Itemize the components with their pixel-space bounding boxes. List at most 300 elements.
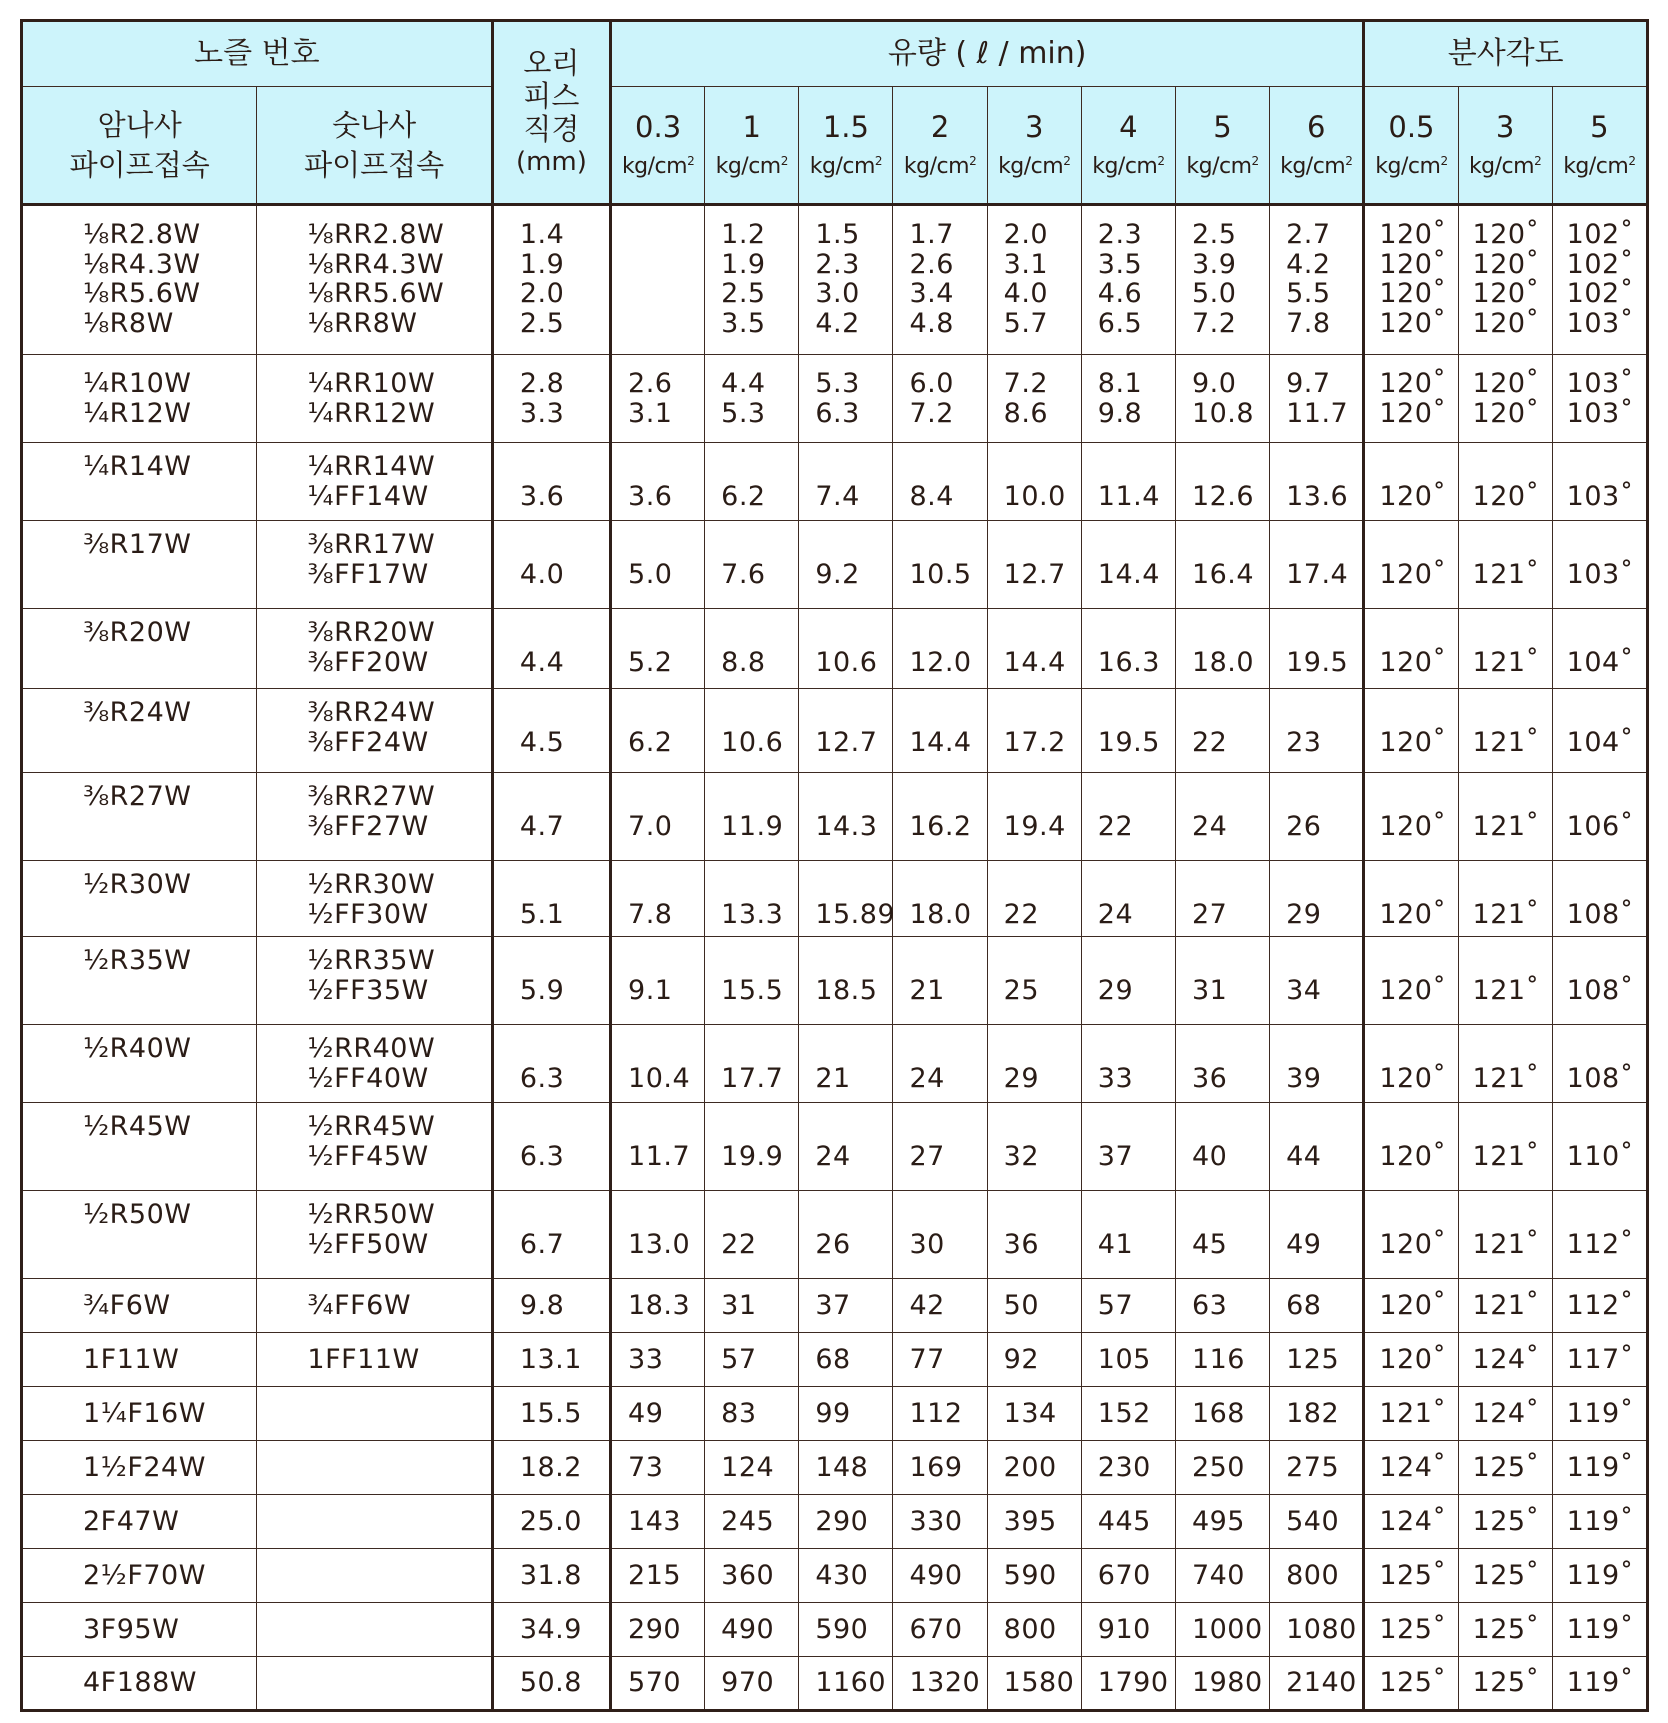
flow-cell	[893, 773, 987, 861]
cell-value: 26	[1286, 810, 1322, 842]
cell-value: 134	[1003, 1397, 1057, 1429]
orifice-cell	[492, 937, 610, 1025]
cell-value: 34	[1286, 974, 1322, 1006]
flow-cell	[1081, 1025, 1175, 1103]
pressure-value: 3	[1495, 110, 1515, 145]
flow-cell	[987, 861, 1081, 937]
cell-value: 27	[909, 1140, 945, 1172]
table-row	[22, 355, 1648, 443]
angle-cell	[1458, 609, 1552, 689]
female-thread-cell	[22, 521, 257, 609]
cell-value: 18.0	[1191, 646, 1255, 678]
cell-value: 12.7	[1003, 558, 1066, 590]
cell-value: 124˚	[1472, 1397, 1540, 1429]
flow-cell	[705, 1603, 799, 1657]
cell-value: 18.2	[519, 1451, 582, 1483]
orifice-cell	[492, 861, 610, 937]
cell-value: 49	[628, 1397, 664, 1429]
flow-cell	[987, 1025, 1081, 1103]
cell-value: 57	[1097, 1289, 1134, 1321]
cell-value: ⅛RR4.3W	[307, 248, 445, 280]
angle-cell	[1552, 1441, 1647, 1495]
cell-value: 3.6	[628, 480, 673, 512]
cell-value: 103˚	[1566, 480, 1634, 512]
angle-cell	[1364, 1441, 1458, 1495]
flow-cell	[799, 1191, 893, 1279]
cell-value: 490	[909, 1559, 963, 1591]
cell-value: 121˚	[1472, 1228, 1540, 1260]
cell-value: 44	[1286, 1140, 1322, 1172]
spray-angle-header: 분사각도	[1364, 21, 1648, 87]
cell-value: 15.5	[519, 1397, 582, 1429]
cell-value: 11.9	[721, 810, 784, 842]
angle-cell	[1364, 1549, 1458, 1603]
angle-cell	[1458, 689, 1552, 773]
cell-value: 17.2	[1003, 726, 1066, 758]
flow-cell	[1081, 355, 1175, 443]
angle-pressure-header	[1364, 87, 1458, 205]
orifice-cell	[492, 443, 610, 521]
cell-value: 1080	[1286, 1613, 1357, 1645]
cell-value: 120˚	[1472, 278, 1540, 309]
angle-cell	[1458, 1441, 1552, 1495]
cell-value: 5.0	[628, 558, 673, 590]
flow-cell	[799, 205, 893, 355]
male-thread-cell	[257, 1103, 492, 1191]
pressure-unit: $kg/cm^2$	[809, 154, 883, 180]
cell-value: 112	[909, 1397, 963, 1429]
female-thread-header: 암나사 파이프접속	[22, 87, 257, 205]
female-thread-cell	[22, 1103, 257, 1191]
pressure-value: 2	[930, 110, 950, 145]
angle-pressure-header	[1552, 87, 1647, 205]
cell-value: 16.4	[1191, 558, 1255, 590]
cell-value: 125˚	[1379, 1667, 1447, 1699]
cell-value	[307, 1399, 490, 1429]
male-thread-cell	[257, 609, 492, 689]
cell-value: 120˚	[1379, 898, 1447, 930]
flow-cell	[705, 1333, 799, 1387]
cell-value: 119˚	[1566, 1613, 1634, 1645]
flow-cell	[705, 1549, 799, 1603]
flow-cell	[987, 1387, 1081, 1441]
cell-value: 590	[815, 1613, 869, 1645]
cell-value: 120˚	[1379, 307, 1447, 339]
flow-cell	[987, 1657, 1081, 1711]
cell-value: 22	[721, 1228, 757, 1260]
cell-value: 42	[909, 1289, 945, 1321]
cell-value: 22	[1097, 810, 1134, 842]
cell-value: ⅜R24W	[83, 697, 192, 728]
cell-value: 108˚	[1566, 974, 1634, 1006]
female-thread-cell	[22, 443, 257, 521]
angle-cell	[1552, 1657, 1647, 1711]
angle-cell	[1458, 773, 1552, 861]
angle-cell	[1552, 1279, 1647, 1333]
cell-value: ⅜FF27W	[307, 810, 429, 842]
pressure-value: 4	[1119, 110, 1138, 145]
cell-value: ½RR50W	[307, 1199, 436, 1230]
cell-value: ⅜R27W	[83, 781, 192, 812]
male-thread-cell	[257, 937, 492, 1025]
cell-value: ¾FF6W	[307, 1289, 412, 1321]
male-thread-cell	[257, 689, 492, 773]
cell-value: 31	[1191, 974, 1228, 1006]
cell-value: 7.4	[815, 480, 860, 512]
cell-value: 6.3	[815, 397, 860, 429]
cell-value	[628, 309, 704, 339]
flow-cell	[1270, 861, 1364, 937]
flow-cell	[1270, 1387, 1364, 1441]
angle-cell	[1364, 205, 1458, 355]
flow-cell	[1081, 1333, 1175, 1387]
female-thread-cell	[22, 861, 257, 937]
orifice-cell	[492, 689, 610, 773]
angle-cell	[1552, 1333, 1647, 1387]
female-thread-cell	[22, 937, 257, 1025]
flow-cell	[987, 1441, 1081, 1495]
flow-cell	[1175, 1657, 1269, 1711]
flow-cell	[987, 1603, 1081, 1657]
cell-value: 119˚	[1566, 1397, 1634, 1429]
cell-value: 25	[1003, 974, 1039, 1006]
table-row	[22, 205, 1648, 355]
flow-pressure-header	[705, 87, 799, 205]
angle-cell	[1458, 937, 1552, 1025]
flow-cell	[1270, 443, 1364, 521]
angle-cell	[1364, 1495, 1458, 1549]
cell-value: 33	[628, 1343, 664, 1375]
cell-value: 10.4	[628, 1062, 691, 1094]
table-row	[22, 521, 1648, 609]
cell-value: 2.5	[721, 278, 766, 309]
orifice-header-line: 피스	[523, 78, 580, 113]
cell-value: 120˚	[1472, 307, 1540, 339]
pressure-value: 0.3	[635, 110, 682, 145]
cell-value: 104˚	[1566, 726, 1634, 758]
cell-value: 2.0	[519, 278, 565, 309]
flow-cell	[705, 205, 799, 355]
cell-value: 121˚	[1472, 810, 1540, 842]
cell-value	[307, 1615, 490, 1645]
flow-cell	[1081, 689, 1175, 773]
angle-cell	[1364, 689, 1458, 773]
pressure-value: 1	[742, 110, 761, 145]
flow-cell	[799, 355, 893, 443]
cell-value: 1.9	[721, 248, 766, 280]
flow-cell	[611, 609, 705, 689]
table-row	[22, 1025, 1648, 1103]
female-thread-cell	[22, 1191, 257, 1279]
flow-cell	[893, 689, 987, 773]
cell-value: 112˚	[1566, 1228, 1634, 1260]
flow-cell	[987, 521, 1081, 609]
cell-value: 120˚	[1379, 278, 1447, 309]
angle-cell	[1458, 1495, 1552, 1549]
flow-cell	[987, 937, 1081, 1025]
angle-cell	[1552, 773, 1647, 861]
cell-value: 2.3	[1097, 219, 1143, 250]
flow-cell	[1270, 1549, 1364, 1603]
cell-value: 143	[628, 1505, 682, 1537]
flow-cell	[1175, 689, 1269, 773]
cell-value: 8.4	[909, 480, 954, 512]
cell-value: 7.6	[721, 558, 766, 590]
flow-pressure-header	[1270, 87, 1364, 205]
flow-cell	[1081, 773, 1175, 861]
cell-value: 4.7	[519, 810, 565, 842]
flow-cell	[705, 1441, 799, 1495]
table-row	[22, 1387, 1648, 1441]
cell-value: 119˚	[1566, 1559, 1634, 1591]
flow-cell	[705, 937, 799, 1025]
cell-value: 8.6	[1003, 397, 1049, 429]
orifice-header-line: 직경	[523, 111, 580, 146]
cell-value: 4.0	[1003, 278, 1049, 309]
flow-cell	[1270, 689, 1364, 773]
flow-cell	[799, 1441, 893, 1495]
cell-value: 6.2	[721, 480, 766, 512]
cell-value: 540	[1286, 1505, 1340, 1537]
cell-value: 10.6	[721, 726, 784, 758]
pressure-value: 1.5	[822, 110, 869, 145]
flow-cell	[705, 609, 799, 689]
angle-pressure-header	[1458, 87, 1552, 205]
cell-value: 3.9	[1191, 248, 1237, 280]
orifice-cell	[492, 1279, 610, 1333]
pressure-value: 5	[1590, 110, 1609, 145]
flow-cell	[1081, 1549, 1175, 1603]
cell-value: ¼R10W	[83, 368, 192, 399]
flow-cell	[799, 1103, 893, 1191]
cell-value: 5.5	[1286, 278, 1331, 309]
cell-value: 124	[721, 1451, 775, 1483]
flow-cell	[893, 1495, 987, 1549]
cell-value	[307, 1507, 490, 1537]
cell-value: 6.0	[909, 368, 954, 399]
pressure-value: 5	[1213, 110, 1232, 145]
cell-value: 30	[909, 1228, 945, 1260]
cell-value: ¼FF14W	[307, 480, 429, 512]
cell-value: 7.2	[909, 397, 954, 429]
flow-cell	[1081, 1495, 1175, 1549]
cell-value: 120˚	[1379, 1062, 1447, 1094]
cell-value: 121˚	[1472, 898, 1540, 930]
cell-value: 1.7	[909, 219, 954, 250]
cell-value: 3.5	[721, 307, 766, 339]
cell-value: 121˚	[1472, 558, 1540, 590]
flow-cell	[1175, 355, 1269, 443]
flow-cell	[1175, 1191, 1269, 1279]
pressure-unit: $kg/cm^2$	[1186, 154, 1259, 180]
cell-value: 12.0	[909, 646, 972, 678]
cell-value: 330	[909, 1505, 963, 1537]
cell-value: ½R30W	[83, 869, 192, 900]
male-thread-cell	[257, 1657, 492, 1711]
cell-value: ½R45W	[83, 1111, 192, 1142]
flow-cell	[987, 1103, 1081, 1191]
cell-value: 5.7	[1003, 307, 1049, 339]
cell-value: 275	[1286, 1451, 1340, 1483]
table-row	[22, 1603, 1648, 1657]
pressure-unit: $kg/cm^2$	[903, 154, 977, 180]
cell-value: 102˚	[1566, 219, 1634, 250]
table-header	[22, 21, 1648, 205]
flow-pressure-header	[893, 87, 987, 205]
cell-value: 10.0	[1003, 480, 1066, 512]
orifice-cell	[492, 1387, 610, 1441]
cell-value: 200	[1003, 1451, 1057, 1483]
cell-value: 19.5	[1286, 646, 1349, 678]
cell-value: 670	[1097, 1559, 1151, 1591]
pressure-value: 6	[1307, 110, 1326, 145]
flow-cell	[893, 205, 987, 355]
flow-cell	[1270, 1441, 1364, 1495]
pressure-unit: $kg/cm^2$	[621, 154, 695, 180]
female-thread-cell	[22, 1495, 257, 1549]
cell-value: 215	[628, 1559, 682, 1591]
male-thread-cell	[257, 1387, 492, 1441]
flow-cell	[987, 1279, 1081, 1333]
cell-value: 24	[815, 1140, 851, 1172]
flow-cell	[1081, 1279, 1175, 1333]
flow-cell	[705, 443, 799, 521]
cell-value: ⅛RR2.8W	[307, 219, 445, 250]
cell-value: 1FF11W	[307, 1343, 420, 1375]
cell-value: 24	[1191, 810, 1228, 842]
flow-rate-header: 유량 ( ℓ / min)	[611, 21, 1364, 87]
cell-value: ⅛RR8W	[307, 307, 418, 339]
flow-cell	[799, 1387, 893, 1441]
cell-value: ½RR45W	[307, 1111, 436, 1142]
cell-value: 11.7	[628, 1140, 691, 1172]
cell-value: 103˚	[1566, 307, 1634, 339]
cell-value: 19.4	[1003, 810, 1066, 842]
cell-value: 40	[1191, 1140, 1228, 1172]
angle-cell	[1458, 355, 1552, 443]
flow-cell	[987, 1191, 1081, 1279]
flow-cell	[893, 1657, 987, 1711]
cell-value: 4.8	[909, 307, 954, 339]
cell-value: 49	[1286, 1228, 1322, 1260]
cell-value: 22	[1003, 898, 1039, 930]
cell-value: 7.8	[1286, 307, 1331, 339]
cell-value: 41	[1097, 1228, 1134, 1260]
cell-value: 37	[815, 1289, 851, 1321]
cell-value: ½RR30W	[307, 869, 436, 900]
flow-cell	[611, 1025, 705, 1103]
angle-cell	[1458, 1657, 1552, 1711]
cell-value: ½FF30W	[307, 898, 429, 930]
angle-cell	[1552, 205, 1647, 355]
flow-cell	[893, 1387, 987, 1441]
cell-value: 120˚	[1379, 974, 1447, 1006]
female-thread-cell	[22, 1279, 257, 1333]
cell-value: 45	[1191, 1228, 1228, 1260]
cell-value: 2.6	[628, 368, 673, 399]
orifice-cell	[492, 1191, 610, 1279]
table-row	[22, 773, 1648, 861]
angle-cell	[1364, 443, 1458, 521]
pressure-unit: $kg/cm^2$	[1375, 154, 1448, 180]
cell-value: 16.3	[1097, 646, 1160, 678]
cell-value: 121˚	[1379, 1397, 1447, 1429]
orifice-cell	[492, 1549, 610, 1603]
cell-value: 105	[1097, 1343, 1151, 1375]
cell-value: ⅜FF17W	[307, 558, 429, 590]
pressure-unit: $kg/cm^2$	[998, 154, 1071, 180]
angle-cell	[1458, 1279, 1552, 1333]
flow-cell	[611, 1441, 705, 1495]
cell-value	[628, 220, 704, 250]
cell-value: 13.3	[721, 898, 784, 930]
table-row	[22, 1279, 1648, 1333]
cell-value: 57	[721, 1343, 757, 1375]
orifice-header-line: (mm)	[515, 146, 587, 177]
flow-cell	[611, 1333, 705, 1387]
cell-value: 1160	[815, 1667, 887, 1699]
cell-value: 9.8	[519, 1289, 565, 1321]
cell-value: 1580	[1003, 1667, 1075, 1699]
cell-value: 108˚	[1566, 898, 1634, 930]
cell-value: 1¼F16W	[83, 1397, 206, 1429]
flow-cell	[1270, 1025, 1364, 1103]
flow-cell	[799, 609, 893, 689]
flow-cell	[611, 1657, 705, 1711]
cell-value: 1000	[1191, 1613, 1263, 1645]
table-row	[22, 1495, 1648, 1549]
cell-value: 120˚	[1472, 368, 1540, 399]
flow-cell	[705, 773, 799, 861]
pressure-value: 3	[1024, 110, 1044, 145]
table-row	[22, 1549, 1648, 1603]
cell-value: 34.9	[519, 1613, 582, 1645]
cell-value: 29	[1003, 1062, 1039, 1094]
cell-value: 2140	[1286, 1667, 1357, 1699]
flow-cell	[1081, 937, 1175, 1025]
flow-cell	[705, 1495, 799, 1549]
flow-cell	[1270, 1103, 1364, 1191]
flow-cell	[1270, 1191, 1364, 1279]
cell-value: 102˚	[1566, 278, 1634, 309]
cell-value: 36	[1003, 1228, 1039, 1260]
angle-cell	[1364, 1657, 1458, 1711]
cell-value: 125˚	[1379, 1613, 1447, 1645]
cell-value: 73	[628, 1451, 664, 1483]
cell-value: ½RR35W	[307, 945, 436, 976]
female-thread-cell	[22, 689, 257, 773]
flow-cell	[1270, 355, 1364, 443]
flow-cell	[705, 689, 799, 773]
flow-cell	[1081, 1387, 1175, 1441]
cell-value: 395	[1003, 1505, 1057, 1537]
flow-cell	[1270, 1279, 1364, 1333]
cell-value: ½R35W	[83, 945, 192, 976]
flow-cell	[893, 1191, 987, 1279]
female-thread-cell	[22, 1333, 257, 1387]
cell-value: 120˚	[1379, 1140, 1447, 1172]
flow-cell	[799, 773, 893, 861]
flow-cell	[799, 937, 893, 1025]
flow-cell	[987, 689, 1081, 773]
cell-value: 2.7	[1286, 219, 1331, 250]
flow-cell	[987, 443, 1081, 521]
flow-cell	[1081, 205, 1175, 355]
flow-cell	[987, 609, 1081, 689]
cell-value: 9.0	[1191, 368, 1237, 399]
cell-value: 13.6	[1286, 480, 1349, 512]
flow-cell	[1175, 861, 1269, 937]
